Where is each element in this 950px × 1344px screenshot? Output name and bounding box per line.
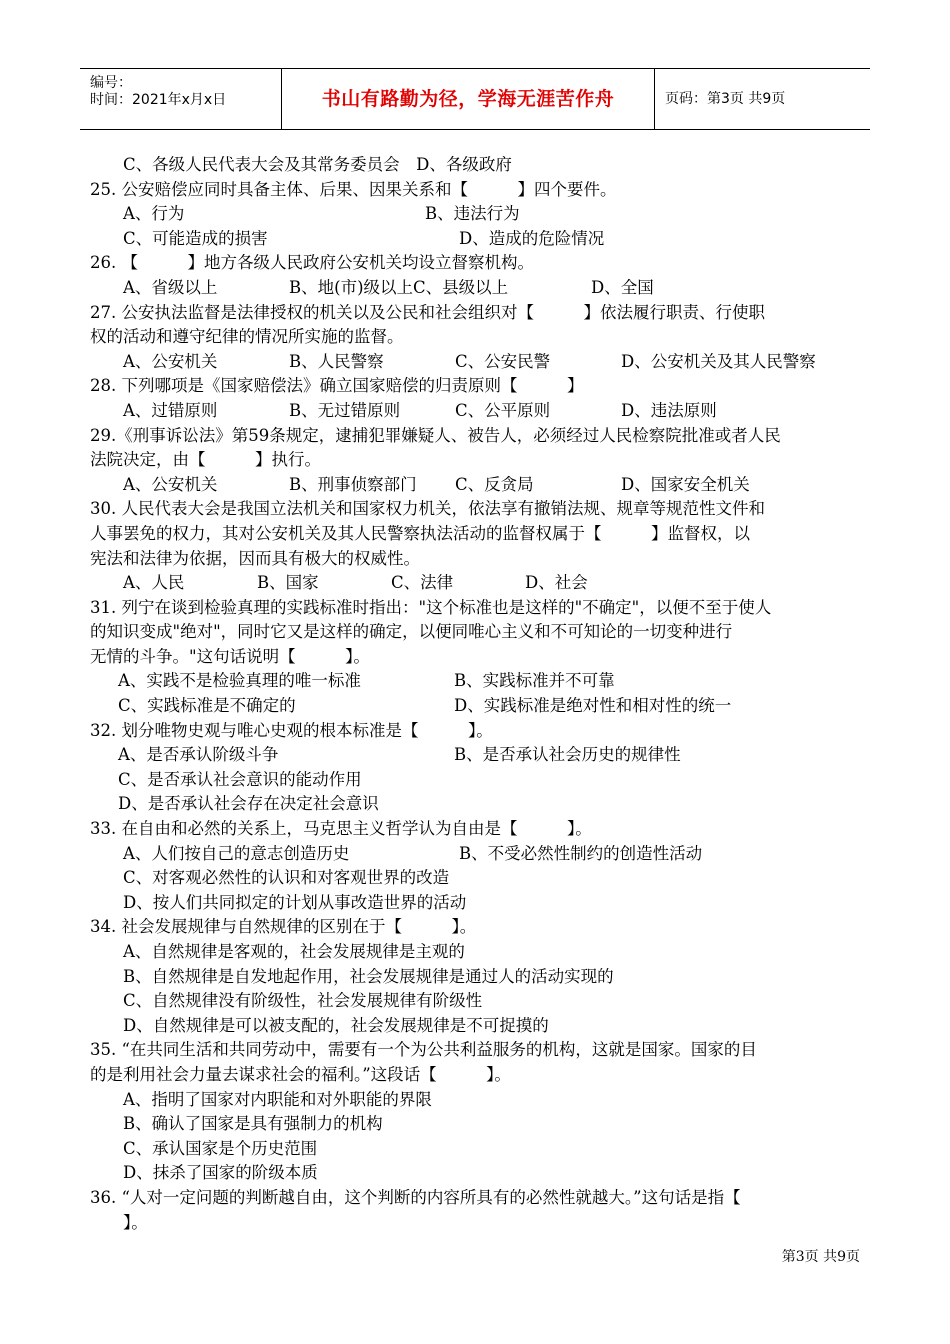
option: A、实践不是检验真理的唯一标准 — [118, 671, 361, 691]
options-row — [90, 743, 865, 768]
option: B、不受必然性制约的创造性活动 — [459, 843, 703, 863]
header-meta — [80, 69, 282, 129]
options-row — [90, 202, 865, 227]
option: C、可能造成的损害 — [123, 228, 268, 248]
option: B、人民警察 — [289, 351, 384, 371]
option: A、公安机关 — [123, 351, 218, 371]
option: D、造成的危险情况 — [459, 228, 605, 248]
option: A、是否承认阶级斗争 — [118, 745, 279, 765]
question-25: 25. 公安赔偿应同时具备主体、后果、因果关系和【 】四个要件。 — [90, 179, 617, 199]
question-26: 26. 【 】地方各级人民政府公安机关均设立督察机构。 — [90, 253, 534, 273]
number-label: 编号： — [90, 75, 132, 91]
header-motto: 书山有路勤为径，学海无涯苦作舟 — [282, 69, 655, 129]
option: B、国家 — [257, 573, 319, 593]
question-27: 27. 公安执法监督是法律授权的机关以及公民和社会组织对【 】依法履行职责、行使职 — [90, 302, 765, 322]
question-31: 31. 列宁在谈到检验真理的实践标准时指出："这个标准也是这样的"不确定"，以便不至于使人 — [90, 597, 772, 617]
option: D、国家安全机关 — [621, 474, 750, 494]
text-line: 法院决定，由【 】执行。 — [90, 450, 321, 470]
document-body — [90, 153, 865, 1235]
option: B、无过错原则 — [289, 400, 401, 420]
option: B、刑事侦察部门 — [289, 474, 417, 494]
options-row — [90, 669, 865, 694]
option: A、过错原则 — [123, 400, 218, 420]
options-row — [90, 227, 865, 252]
options-row — [90, 350, 865, 375]
question-30: 30. 人民代表大会是我国立法机关和国家权力机关，依法享有撤销法规、规章等规范性文件和 — [90, 499, 765, 519]
option: A、人民 — [123, 573, 185, 593]
option: B、实践标准并不可靠 — [454, 671, 615, 691]
options-row — [90, 473, 865, 498]
option: A、人们按自己的意志创造历史 — [123, 843, 350, 863]
options-row — [90, 571, 865, 596]
option: C、公安民警 — [455, 351, 551, 371]
option: A、公安机关 — [123, 474, 218, 494]
text-line: D、是否承认社会存在决定社会意识 — [118, 794, 379, 814]
text-line: B、确认了国家是具有强制力的机构 — [123, 1114, 383, 1134]
page-footer: 第3页 共9页 — [781, 1249, 860, 1265]
text-line: D、抹杀了国家的阶级本质 — [123, 1163, 318, 1183]
header-page-code: 页码：第3页 共9页 — [665, 91, 786, 107]
text-line: B、自然规律是自发地起作用，社会发展规律是通过人的活动实现的 — [123, 966, 614, 986]
text-line: 的知识变成"绝对"，同时它又是这样的确定，以便同唯心主义和不可知论的一切变种进行 — [90, 622, 733, 642]
text-line: 人事罢免的权力，其对公安机关及其人民警察执法活动的监督权属于【 】监督权，以 — [90, 523, 750, 543]
option: D、违法原则 — [621, 400, 717, 420]
text-line: A、指明了国家对内职能和对外职能的界限 — [123, 1089, 432, 1109]
question-28: 28. 下列哪项是《国家赔偿法》确立国家赔偿的归责原则【 】 — [90, 376, 584, 396]
option: C、实践标准是不确定的 — [118, 696, 296, 716]
text-line: C、承认国家是个历史范围 — [123, 1138, 318, 1158]
text-line: D、按人们共同拟定的计划从事改造世界的活动 — [123, 892, 467, 912]
question-35: 35. “在共同生活和共同劳动中，需要有一个为公共利益服务的机构，这就是国家。国家的目 — [90, 1040, 757, 1060]
option: D、公安机关及其人民警察 — [621, 351, 816, 371]
options-row — [90, 399, 865, 424]
page-header — [80, 68, 870, 130]
question-36: 36. “人对一定问题的判断越自由，这个判断的内容所具有的必然性就越大。”这句话是指【 — [90, 1187, 741, 1207]
option: A、行为 — [123, 204, 185, 224]
option: B、违法行为 — [425, 204, 520, 224]
text-line: C、对客观必然性的认识和对客观世界的改造 — [123, 868, 450, 888]
option: B、是否承认社会历史的规律性 — [454, 745, 681, 765]
question-34: 34. 社会发展规律与自然规律的区别在于【 】。 — [90, 917, 477, 937]
text-line: 权的活动和遵守纪律的情况所实施的监督。 — [90, 327, 404, 347]
time-label: 时间：2021年x月x日 — [90, 92, 227, 108]
options-row — [90, 694, 865, 719]
text-line: D、自然规律是可以被支配的，社会发展规律是不可捉摸的 — [123, 1015, 549, 1035]
text-line: 无情的斗争。"这句话说明【 】。 — [90, 646, 370, 666]
option: C、法律 — [391, 573, 454, 593]
options-row — [90, 842, 865, 867]
option: C、公平原则 — [455, 400, 551, 420]
options-row — [90, 276, 865, 301]
text-line: 】。 — [123, 1212, 148, 1232]
question-29: 29.《刑事诉讼法》第59条规定，逮捕犯罪嫌疑人、被告人，必须经过人民检察院批准或者人民 — [90, 425, 781, 445]
option: D、实践标准是绝对性和相对性的统一 — [454, 696, 732, 716]
text-line: 的是利用社会力量去谋求社会的福利。”这段话【 】。 — [90, 1064, 511, 1084]
question-32: 32. 划分唯物史观与唯心史观的根本标准是【 】。 — [90, 720, 493, 740]
text-line: C、各级人民代表大会及其常务委员会 D、各级政府 — [123, 155, 512, 174]
text-line: 宪法和法律为依据，因而具有极大的权威性。 — [90, 548, 420, 568]
question-33: 33. 在自由和必然的关系上，马克思主义哲学认为自由是【 】。 — [90, 819, 592, 839]
option: C、反贪局 — [455, 474, 534, 494]
text-line: A、自然规律是客观的，社会发展规律是主观的 — [123, 942, 465, 961]
text-line: C、是否承认社会意识的能动作用 — [118, 769, 362, 789]
option: D、社会 — [525, 573, 588, 593]
text-line: C、自然规律没有阶级性，社会发展规律有阶级性 — [123, 991, 483, 1011]
option: B、地(市)级以上C、县级以上 — [289, 277, 509, 297]
option: D、全国 — [591, 277, 654, 297]
option: A、省级以上 — [123, 277, 218, 297]
